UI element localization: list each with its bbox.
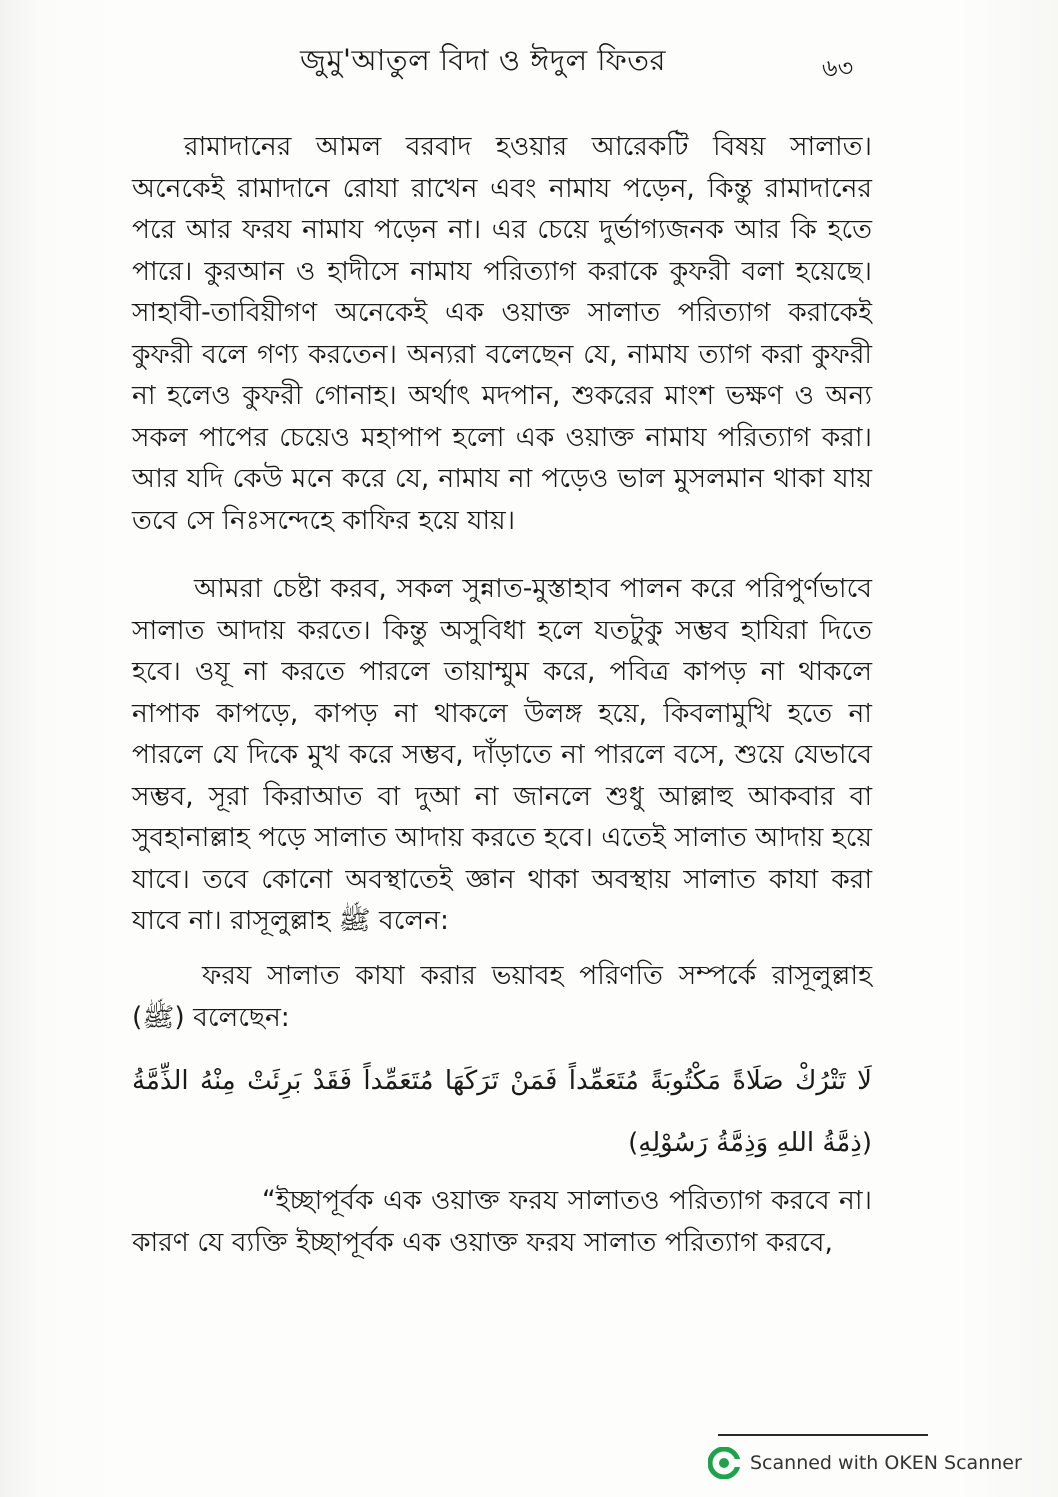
arabic-hadith-quote: لَا تَتْرُكْ صَلَاةً مَكْتُوبَةً مُتَعَمِّداً فَمَنْ تَرَكَهَا مُتَعَمِّداً فَقَدْ بَرِئَتْ مِنْهُ الذِّمَّةُ (ذِمَّةُ اللهِ وَذِمَّةُ رَسُوْلِهِ): [132, 1066, 872, 1158]
page-number: ৬৩: [822, 54, 854, 82]
paragraph-perform-salat: আমরা চেষ্টা করব, সকল সুন্নাত-মুস্তাহাব পালন করে পরিপুর্ণভাবে সালাত আদায় করতে। কিন্তু অসুবিধা হলে যতটুকু সম্ভব হাযিরা দিতে হবে। ওযূ না করতে পারলে তায়াম্মুম করে, পবিত্র কাপড় না থাকলে নাপাক কাপড়ে, কাপড় না থাকলে উলঙ্গ হয়ে, কিবলামুখি হতে না পারলে যে দিকে মুখ করে সম্ভব, দাঁড়াতে না পারলে বসে, শুয়ে যেভাবে সম্ভব, সূরা কিরাআত বা দুআ না জানলে শুধু আল্লাহু আকবার বা সুবহানাল্লাহ পড়ে সালাত আদায় করতে হবে। এতেই সালাত আদায় হয়ে যাবে। তবে কোনো অবস্থাতেই জ্ঞান থাকা অবস্থায় সালাত কাযা করা যাবে না। রাসূলুল্লাহ ﷺ বলেন:: [132, 573, 872, 936]
paragraph-hadith-intro: ফরয সালাত কাযা করার ভয়াবহ পরিণতি সম্পর্কে রাসূলুল্লাহ (ﷺ) বলেছেন:: [132, 960, 872, 1033]
footnote-divider: [718, 1434, 928, 1436]
oken-scanner-logo-icon: [708, 1447, 740, 1479]
paragraph-salat-neglect: রামাদানের আমল বরবাদ হওয়ার আরেকটি বিষয় সালাত। অনেকেই রামাদানে রোযা রাখেন এবং নামায পড়েন, কিন্তু রামাদানের পরে আর ফরয নামায পড়েন না। এর চেয়ে দুর্ভাগ্যজনক আর কি হতে পারে। কুরআন ও হাদীসে নামায পরিত্যাগ করাকে কুফরী বলা হয়েছে। সাহাবী-তাবিয়ীগণ অনেকেই এক ওয়াক্ত সালাত পরিত্যাগ করাকেই কুফরী বলে গণ্য করতেন। অন্যরা বলেছেন যে, নামায ত্যাগ করা কুফরী না হলেও কুফরী গোনাহ। অর্থাৎ মদপান, শুকরের মাংশ ভক্ষণ ও অন্য সকল পাপের চেয়েও মহাপাপ হলো এক ওয়াক্ত নামায পরিত্যাগ করা। আর যদি কেউ মনে করে যে, নামায না পড়েও ভাল মুসলমান থাকা যায় তবে সে নিঃসন্দেহে কাফির হয়ে যায়।: [132, 131, 872, 536]
running-header-title: জুমু'আতুল বিদা ও ঈদুল ফিতর: [300, 43, 666, 77]
scanner-watermark-label: Scanned with OKEN Scanner: [750, 1452, 1022, 1474]
paragraph-hadith-translation: “ইচ্ছাপূর্বক এক ওয়াক্ত ফরয সালাতও পরিত্যাগ করবে না। কারণ যে ব্যক্তি ইচ্ছাপূর্বক এক ওয়াক্ত ফরয সালাত পরিত্যাগ করবে,: [132, 1185, 872, 1258]
scanner-watermark: [708, 1447, 1022, 1479]
